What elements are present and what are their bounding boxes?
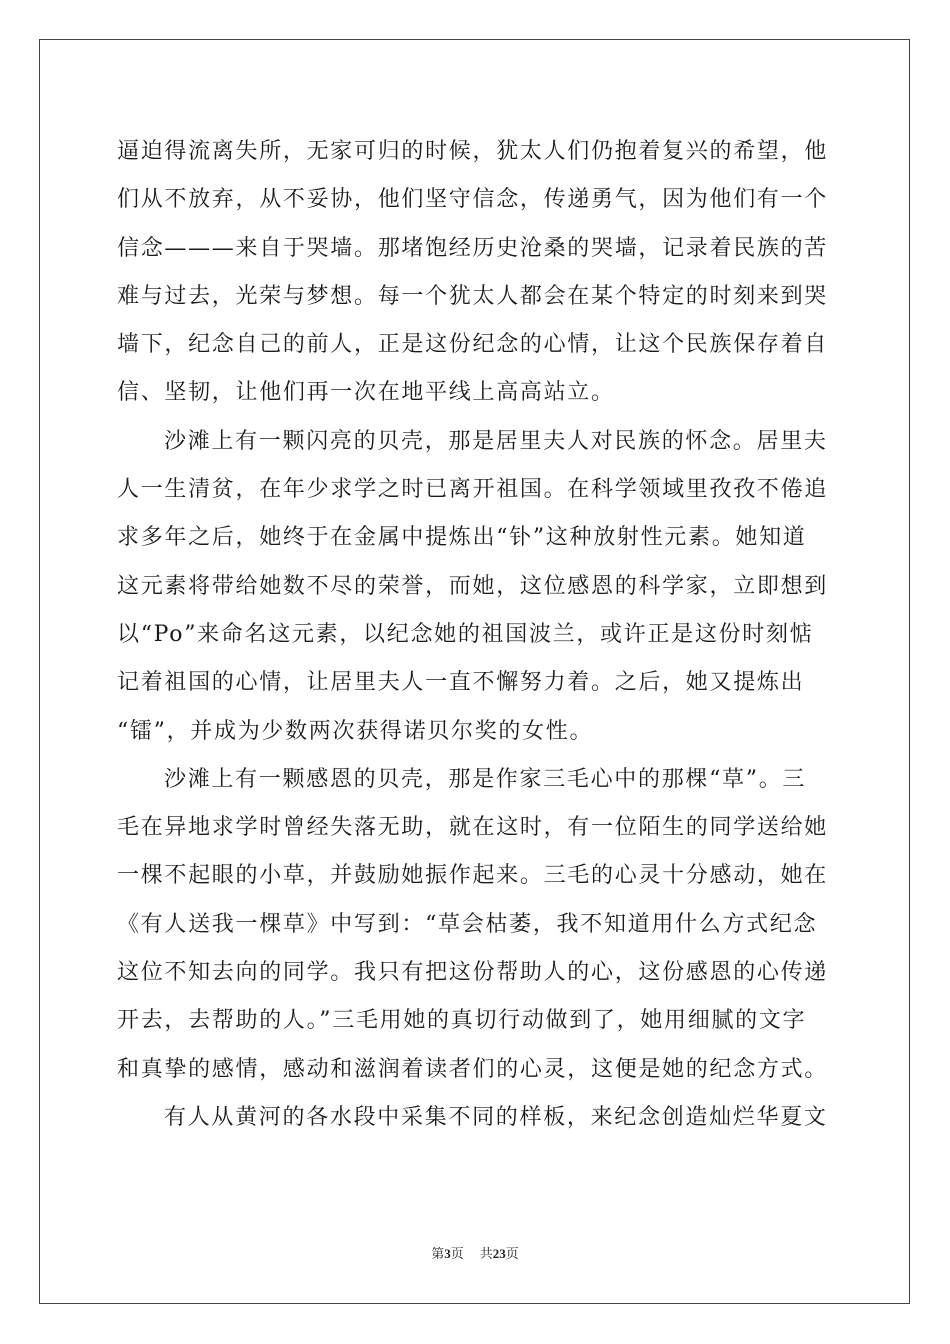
total-prefix: 共 (479, 1246, 493, 1261)
text-line: 墙下，纪念自己的前人，正是这份纪念的心情，让这个民族保存着自 (117, 332, 829, 358)
text-line: 们从不放弃，从不妥协，他们坚守信念，传递勇气，因为他们有一个 (117, 187, 829, 213)
text-line: 信念———来自于哭墙。那堵饱经历史沧桑的哭墙，记录着民族的苦 (117, 235, 829, 261)
text-line: 这元素将带给她数不尽的荣誉，而她，这位感恩的科学家，立即想到 (117, 573, 829, 599)
page-footer (0, 1245, 950, 1263)
text-line: 开去，去帮助的人。”三毛用她的真切行动做到了，她用细腻的文字 (117, 1008, 807, 1034)
total-pages: 23 (492, 1246, 506, 1261)
text-line: 《有人送我一棵草》中写到：“草会枯萎，我不知道用什么方式纪念 (117, 911, 818, 937)
total-suffix: 页 (505, 1246, 519, 1261)
paragraph-first-line: 沙滩上有一颗感恩的贝壳，那是作家三毛心中的那棵“草”。三 (164, 766, 807, 792)
page-prefix: 第 (431, 1246, 445, 1261)
text-line: 和真挚的感情，感动和滋润着读者们的心灵，这便是她的纪念方式。 (117, 1056, 829, 1082)
page-number: 3 (444, 1246, 451, 1261)
text-line: “镭”，并成为少数两次获得诺贝尔奖的女性。 (117, 718, 594, 744)
text-line: 一棵不起眼的小草，并鼓励她振作起来。三毛的心灵十分感动，她在 (117, 863, 829, 889)
text-line: 难与过去，光荣与梦想。每一个犹太人都会在某个特定的时刻来到哭 (117, 283, 829, 309)
text-line: 逼迫得流离失所，无家可归的时候，犹太人们仍抱着复兴的希望，他 (117, 139, 829, 164)
text-line: 以“Po”来命名这元素，以纪念她的祖国波兰，或许正是这份时刻惦 (117, 621, 814, 647)
text-line: 毛在异地求学时曾经失落无助，就在这时，有一位陌生的同学送给她 (117, 815, 829, 841)
document-body (117, 128, 837, 1142)
paragraph-first-line: 沙滩上有一颗闪亮的贝壳，那是居里夫人对民族的怀念。居里夫 (164, 428, 828, 454)
text-line: 这位不知去向的同学。我只有把这份帮助人的心，这份感恩的心传递 (117, 960, 829, 986)
text-line: 记着祖国的心情，让居里夫人一直不懈努力着。之后，她又提炼出 (117, 670, 805, 696)
paragraph-first-line: 有人从黄河的各水段中采集不同的样板，来纪念创造灿烂华夏文 (164, 1104, 828, 1130)
text-line: 求多年之后，她终于在金属中提炼出“钋”这种放射性元素。她知道 (117, 525, 807, 551)
page-suffix: 页 (450, 1246, 464, 1261)
text-line: 人一生清贫，在年少求学之时已离开祖国。在科学领域里孜孜不倦追 (117, 477, 829, 503)
text-line: 信、坚韧，让他们再一次在地平线上高高站立。 (117, 380, 615, 406)
